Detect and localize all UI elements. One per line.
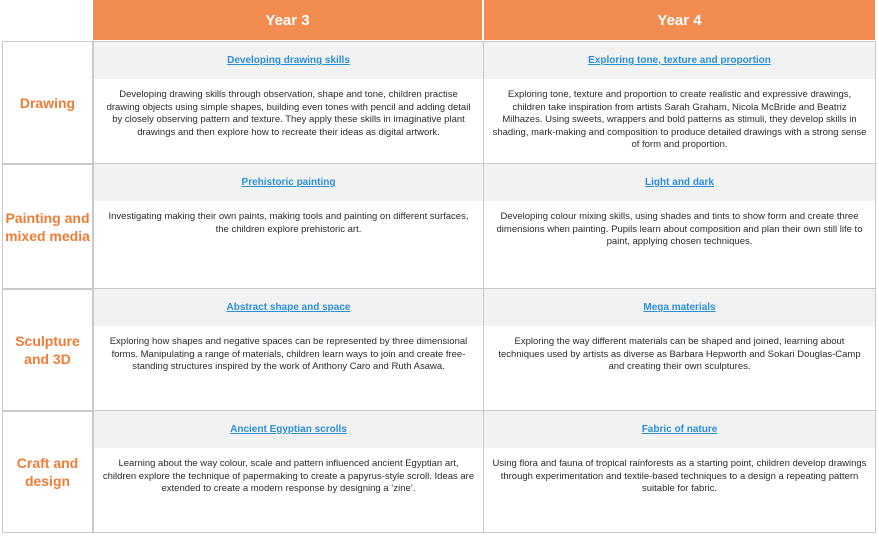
- topic-description: Learning about the way colour, scale and pattern influenced ancient Egyptian art, children explore the technique of papermaking to create a papyrus-style scroll. Ideas are extended to create a modern response by designing a ‘zine’.: [102, 458, 475, 494]
- topic-header: [94, 411, 483, 448]
- row-label-sculpture-and-3d: Sculpture and 3D: [2, 289, 93, 411]
- year3-drawing-cell: [93, 41, 484, 164]
- topic-link[interactable]: Developing drawing skills: [227, 55, 350, 66]
- year3-craft-cell: [93, 410, 484, 533]
- topic-link[interactable]: Fabric of nature: [641, 424, 718, 435]
- topic-header: [484, 42, 875, 79]
- topic-link[interactable]: Mega materials: [643, 302, 716, 313]
- topic-header: [94, 42, 483, 79]
- row-label-painting-and-mixed-media: Painting and mixed media: [2, 164, 93, 289]
- column-header-year-4: Year 4: [484, 0, 875, 40]
- row-label-drawing: Drawing: [2, 41, 93, 164]
- topic-link[interactable]: Exploring tone, texture and proportion: [588, 55, 771, 66]
- year4-craft-cell: [483, 410, 876, 533]
- topic-description: Developing drawing skills through observation, shape and tone, children practise drawing objects using simple shapes, building even tones with pencil and adding detail by closely observing pattern and texture. They apply these skills in imaginative plant drawings and then explore how to recreate their ideas as digital artwork.: [106, 89, 471, 138]
- topic-description: Using flora and fauna of tropical rainforests as a starting point, children develop drawings through experimentation and textile-based techniques to a design a repeating pattern suitable for fabric.: [492, 458, 867, 494]
- topic-link[interactable]: Abstract shape and space: [226, 302, 351, 313]
- topic-header: [484, 411, 875, 448]
- year3-painting-cell: [93, 163, 484, 289]
- topic-link[interactable]: Light and dark: [645, 177, 714, 188]
- topic-description: Developing colour mixing skills, using shades and tints to show form and create three dimensions when painting. Pupils learn about composition and plan their own still life to paint, applying chosen techniques.: [496, 211, 863, 247]
- topic-header: [94, 289, 483, 326]
- topic-link[interactable]: Prehistoric painting: [241, 177, 336, 188]
- row-label-craft-and-design: Craft and design: [2, 411, 93, 533]
- topic-link[interactable]: Ancient Egyptian scrolls: [230, 424, 347, 435]
- topic-description: Exploring how shapes and negative spaces can be represented by three dimensional forms. Manipulating a range of materials, children learn ways to join and create free-standing structures inspired by the work of Anthony Caro and Ruth Asawa.: [109, 336, 468, 372]
- topic-header: [94, 164, 483, 201]
- column-header-year-3: Year 3: [93, 0, 483, 40]
- topic-header: [484, 289, 875, 326]
- topic-description: Investigating making their own paints, making tools and painting on different surfaces, the children explore prehistoric art.: [108, 211, 469, 235]
- year4-drawing-cell: [483, 41, 876, 164]
- topic-description: Exploring the way different materials can be shaped and joined, learning about techniques used by artists as diverse as Barbara Hepworth and Sokari Douglas-Camp and creating their own sculptures.: [498, 336, 861, 372]
- year4-sculpture-cell: [483, 288, 876, 411]
- year4-painting-cell: [483, 163, 876, 289]
- topic-description: Exploring tone, texture and proportion to create realistic and expressive drawings, children take inspiration from artists Sarah Graham, Nicola McBride and Beatriz Milhazes. Using sweets, wrappers and bold patterns as stimuli, they develop skills in shading, mark-making and composition to produce detailed drawings with a strong sense of form and proportion.: [492, 89, 867, 150]
- topic-header: [484, 164, 875, 201]
- year3-sculpture-cell: [93, 288, 484, 411]
